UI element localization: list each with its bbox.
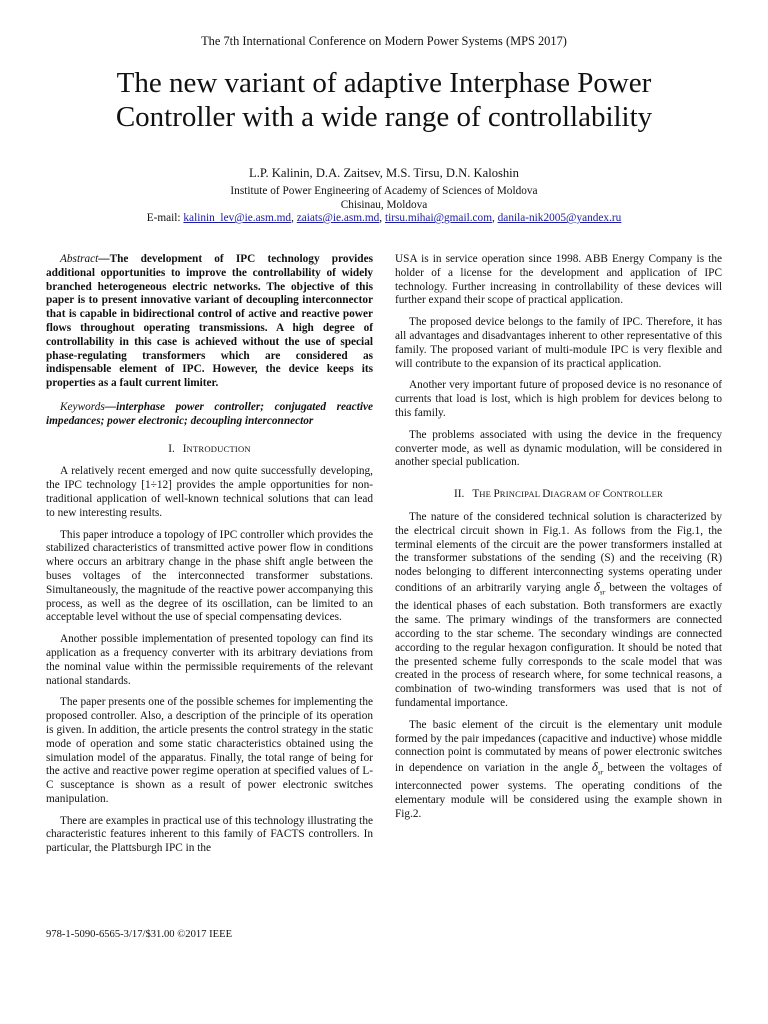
email-label: E-mail: xyxy=(146,212,184,224)
paragraph: Another very important future of proposed device is no resonance of currents that load is lost, which is high problem for devices belong to this family. xyxy=(395,379,722,419)
paragraph: Another possible implementation of presented topology can find its application as a frequency converter with its arbitrary deviations from the nominal value within the permissible requirements of the relevant national standards. xyxy=(46,633,373,687)
paragraph: USA is in service operation since 1998. ABB Energy Company is the holder of a license for the development and application of IPC technology. Further increasing in controllability of these devices will further expand their scope of practical application. xyxy=(395,253,722,307)
paragraph: The paper presents one of the possible schemes for implementing the proposed controller. Also, a description of the principle of its operation is given. In addition, the article presents the control strategy in the static mode of operation and some static characteristics obtained using the simulation model of the apparatus. Finally, the total range of being for the active and reactive power regime operation at specified values of L-C susceptance is shown as a result of power electronic switches manipulation. xyxy=(46,696,373,805)
abstract-label: Abstract xyxy=(60,253,99,265)
paragraph: This paper introduce a topology of IPC controller which provides the stabilized characteristics of transmitted active power flow in conditions where occurs an arbitrary change in the phase shift angle between the buses voltages of the interconnected transformer substations. Simultaneously, the magnitude of the reactive power accompanying this process, as well as the degree of its oscillation, can be limited to an acceptable level without the use of special compensating devices. xyxy=(46,528,373,624)
authors: L.P. Kalinin, D.A. Zaitsev, M.S. Tirsu, D.N. Kaloshin xyxy=(249,166,519,180)
section-number: II. xyxy=(454,488,465,501)
affiliation: Institute of Power Engineering of Academy of Sciences of Moldova xyxy=(230,185,538,197)
paragraph: The nature of the considered technical solution is characterized by the electrical circuit shown in Fig.1. As follows from the Fig.1, the terminal elements of the circuit are the power transformers installed at the transformer substations of the sending (S) and the receiving (R) nodes belonging to different interconnecting systems operating under conditions of an arbitrarily varying angle $\delta_{sr}$ between the voltages of the identical phases of each substation. Both transformers are exactly the same. The primary windings of the transformers are connected according to the star scheme. The secondary windings are connected according to the regular hexagon configuration. It should be noted that the presented scheme fully corresponds to the scale model that was created in the process of research where, for some technical reasons, a combination of two-winding transformers was used that is not of fundamental importance. xyxy=(395,510,722,709)
email-line xyxy=(0,212,768,224)
email-link-danila[interactable]: danila-nik2005@yandex.ru xyxy=(497,212,622,224)
delta-symbol: $\delta_{sr}$ xyxy=(591,759,604,777)
left-column xyxy=(46,253,373,864)
email-link-kalinin[interactable]: kalinin_lev@ie.asm.md xyxy=(183,212,292,224)
email-link-tirsu[interactable]: tirsu.mihai@gmail.com xyxy=(384,212,492,224)
section-heading-introduction: I. INTRODUCTION xyxy=(168,442,251,455)
conference-header: The 7th International Conference on Modern Power Systems (MPS 2017) xyxy=(201,34,567,48)
right-column xyxy=(395,253,722,830)
keywords-label: Keywords xyxy=(60,400,105,413)
email-separator: , xyxy=(492,212,498,224)
copyright-footer: 978-1-5090-6565-3/17/$31.00 ©2017 IEEE xyxy=(46,929,233,940)
paragraph: A relatively recent emerged and now quite successfully developing, the IPC technology [1÷12] provides the ample opportunities for non-traditional application of well-known technical solutions that can lead to new interesting results. xyxy=(46,465,373,519)
email-separator: , xyxy=(379,212,385,224)
title-line-2: Controller with a wide range of controllability xyxy=(115,101,653,133)
title-line-1: The new variant of adaptive Interphase Power xyxy=(116,67,652,99)
abstract xyxy=(46,253,373,391)
keywords xyxy=(46,401,373,429)
keywords-text: —interphase power controller; conjugated reactive impedances; power electronic; decoupling interconnector xyxy=(46,400,373,427)
paragraph: There are examples in practical use of this technology illustrating the characteristic features inherent to this family of FACTS controllers. In particular, the Plattsburgh IPC in the xyxy=(46,814,373,855)
section-heading-principal-diagram: II. THE PRINCIPAL DIAGRAM OF CONTROLLER xyxy=(454,488,663,501)
paragraph: The proposed device belongs to the family of IPC. Therefore, it has all advantages and disadvantages inherent to other representative of this family. The proposed variant of multi-module IPC is very flexible and will contribute to the expansion of its practical application. xyxy=(395,316,722,370)
email-link-zaiats[interactable]: zaiats@ie.asm.md xyxy=(296,212,380,224)
email-separator: , xyxy=(291,212,297,224)
paragraph: The basic element of the circuit is the elementary unit module formed by the pair impedances (capacitive and inductive) whose middle connection point is commutated by means of power electronic switches in dependence on variation in the angle $\delta_{sr}$ between the voltages of interconnected power systems. The operating conditions of the elementary module will be considered using the example shown in Fig.2. xyxy=(395,718,723,821)
location: Chisinau, Moldova xyxy=(340,199,428,211)
delta-symbol: $\delta_{sr}$ xyxy=(593,578,606,597)
section-number: I. xyxy=(168,442,175,455)
paragraph: The problems associated with using the device in the frequency converter mode, as well as dynamic modulation, will be considered in another special publication. xyxy=(395,428,722,469)
abstract-text: —The development of IPC technology provides additional opportunities to improve the controllability of widely branched heterogeneous electric networks. The objective of this paper is to present innovative variant of decoupling interconnector that is capable in bidirectional control of active and reactive power flows throughout operating transmissions. A high degree of controllability in this case is achieved without the use of special phase-regulating transformers which are considered as indispensable element of IPC. However, the device keeps its properties as a fault current limiter. xyxy=(46,253,373,390)
paper-title xyxy=(40,66,728,134)
